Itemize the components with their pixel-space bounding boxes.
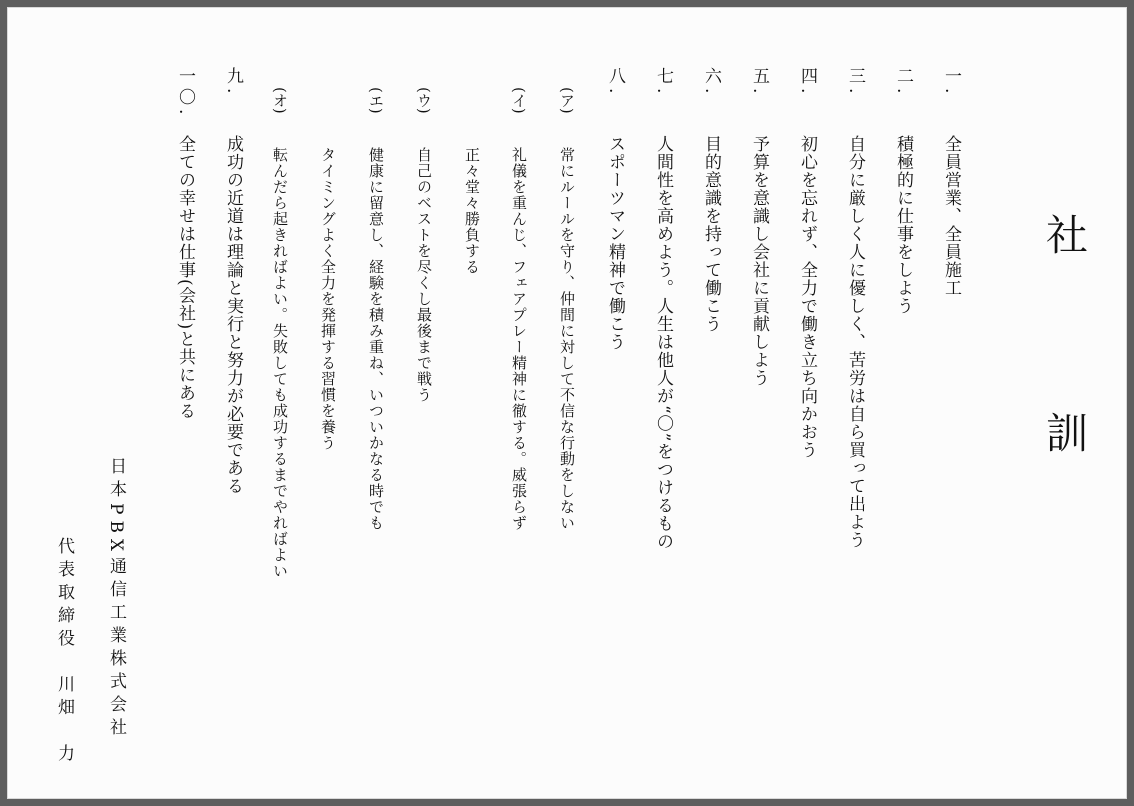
item-number-2: 二. bbox=[893, 67, 913, 98]
item-text-4: 初心を忘れず、全力で働き立ち向かおう bbox=[797, 135, 817, 459]
sub-item-text-i: 礼儀を重んじ、フェアプレー精神に徹する。威張らず bbox=[510, 147, 528, 531]
item-text-6: 目的意識を持って働こう bbox=[701, 135, 721, 333]
item-text-2: 積極的に仕事をしよう bbox=[893, 135, 913, 315]
sub-item-mark-e: (エ) bbox=[367, 87, 385, 114]
sub-item-mark-u: (ウ) bbox=[415, 87, 433, 114]
title-char-1: 社 bbox=[1045, 211, 1088, 260]
document-title bbox=[1035, 211, 1099, 458]
company-name: 日本PBX通信工業株式会社 bbox=[106, 457, 126, 742]
sub-item-mark-o: (オ) bbox=[271, 87, 289, 114]
item-number-5: 五. bbox=[749, 67, 769, 98]
item-number-4: 四. bbox=[797, 67, 817, 98]
item-text-9: 成功の近道は理論と実行と努力が必要である bbox=[223, 135, 243, 495]
sub-item-text-o: 転んだら起きればよい。失敗しても成功するまでやればよい bbox=[271, 147, 289, 579]
sub-item-text-u: 自己のベストを尽くし最後まで戦う bbox=[415, 147, 433, 403]
item-text-10: 全ての幸せは仕事(会社)と共にある bbox=[175, 135, 195, 421]
item-number-10: 一〇. bbox=[175, 67, 195, 119]
sub-item-mark-i: (イ) bbox=[510, 87, 528, 114]
item-text-8: スポーツマン精神で働こう bbox=[605, 135, 625, 351]
sub-item-text-e: 健康に留意し、経験を積み重ね、いついかなる時でも bbox=[367, 147, 385, 531]
item-number-9: 九. bbox=[223, 67, 243, 98]
title-char-2: 訓 bbox=[1045, 409, 1088, 458]
sub-item-text-a: 常にルールを守り、仲間に対して不信な行動をしない bbox=[558, 147, 576, 531]
item-number-1: 一. bbox=[941, 67, 961, 98]
item-text-5: 予算を意識し会社に貢献しよう bbox=[749, 135, 769, 387]
sub-item-text-i-continued: 正々堂々勝負する bbox=[463, 147, 481, 275]
item-text-1: 全員営業、全員施工 bbox=[941, 135, 961, 297]
document-page bbox=[7, 7, 1127, 799]
sub-item-mark-a: (ア) bbox=[558, 87, 576, 114]
item-text-3: 自分に厳しく人に優しく、苦労は自ら買って出よう bbox=[845, 135, 865, 549]
item-number-3: 三. bbox=[845, 67, 865, 98]
item-text-7: 人間性を高めよう。人生は他人が“〇”をつけるもの bbox=[653, 135, 673, 551]
item-number-8: 八. bbox=[605, 67, 625, 98]
representative-name: 代表取締役 川畑 力 bbox=[54, 537, 74, 767]
item-number-7: 七. bbox=[653, 67, 673, 98]
item-number-6: 六. bbox=[701, 67, 721, 98]
sub-item-text-e-continued: タイミングよく全力を発揮する習慣を養う bbox=[319, 147, 337, 451]
